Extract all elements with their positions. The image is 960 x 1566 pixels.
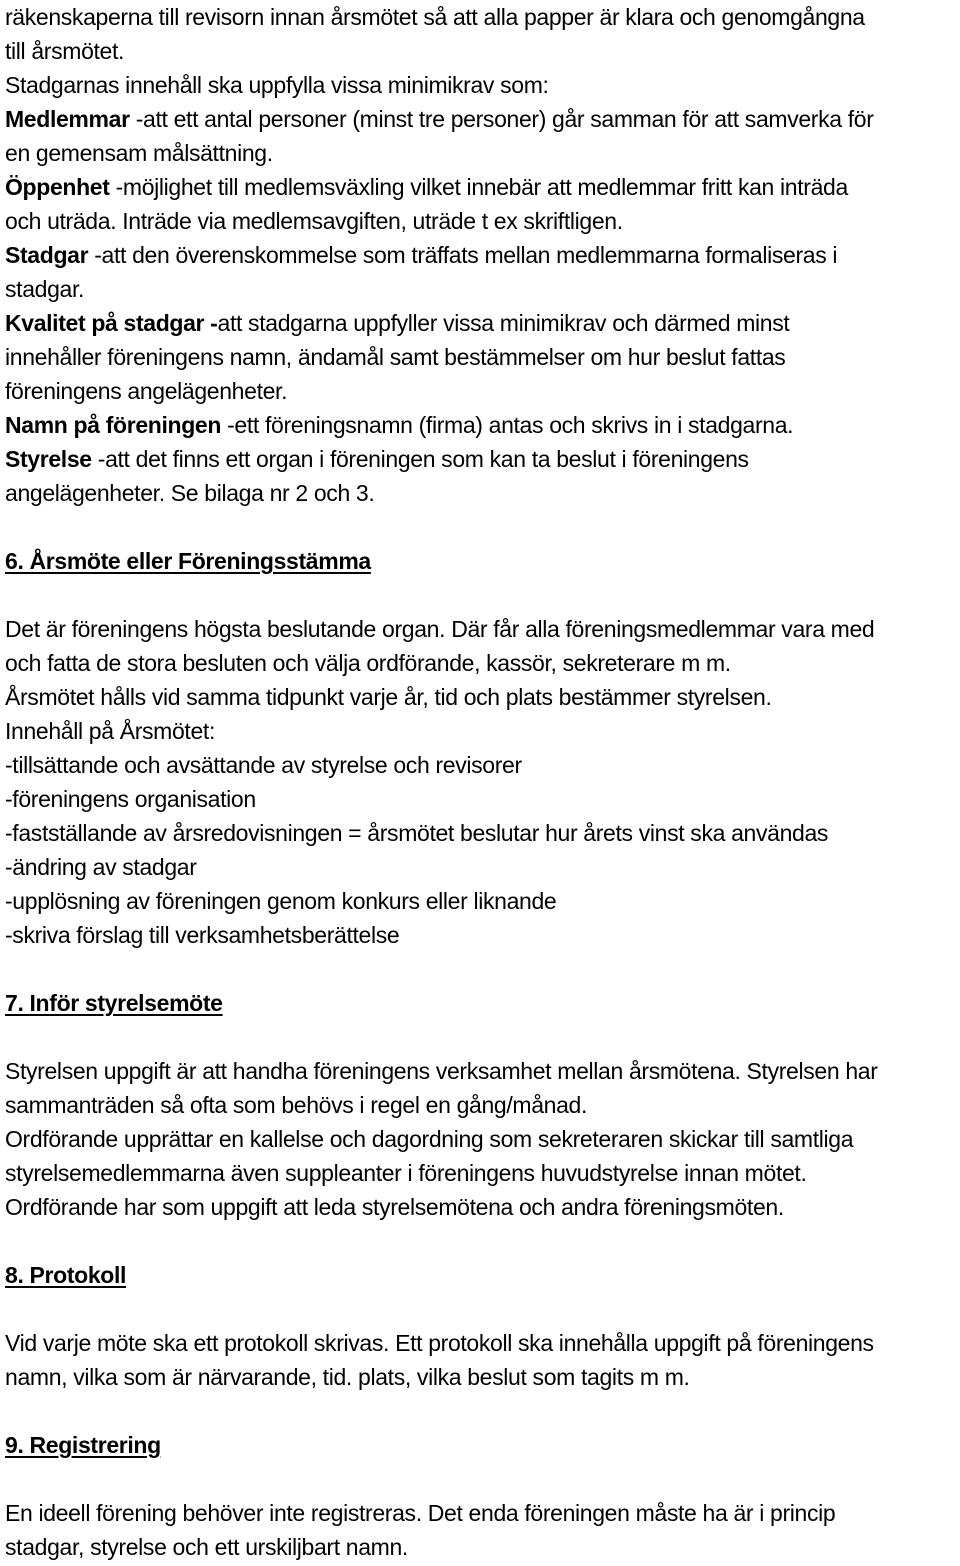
definition-text: att stadgarna uppfyller vissa minimikrav och därmed minst bbox=[217, 310, 790, 336]
definition-text: -att det finns ett organ i föreningen som kan ta beslut i föreningens bbox=[91, 446, 749, 472]
list-item: -upplösning av föreningen genom konkurs eller liknande bbox=[5, 888, 557, 914]
list-item: -ändring av stadgar bbox=[5, 854, 197, 880]
definition-medlemmar bbox=[5, 102, 874, 136]
text-line: Stadgarnas innehåll ska uppfylla vissa minimikrav som: bbox=[5, 72, 549, 98]
section-heading-9: 9. Registrering bbox=[5, 1432, 161, 1458]
text-line: sammanträden så ofta som behövs i regel en gång/månad. bbox=[5, 1092, 588, 1118]
text-line: stadgar. bbox=[5, 276, 85, 302]
definition-oppenhet bbox=[5, 170, 848, 204]
text-line: Det är föreningens högsta beslutande organ. Där får alla föreningsmedlemmar vara med bbox=[5, 616, 875, 642]
list-item: -tillsättande och avsättande av styrelse och revisorer bbox=[5, 752, 522, 778]
definition-text: -att den överenskommelse som träffats mellan medlemmarna formaliseras i bbox=[88, 242, 838, 268]
text-line: angelägenheter. Se bilaga nr 2 och 3. bbox=[5, 480, 375, 506]
definition-text: -ett föreningsnamn (firma) antas och skrivs in i stadgarna. bbox=[221, 412, 794, 438]
text-line: till årsmötet. bbox=[5, 38, 125, 64]
text-line: namn, vilka som är närvarande, tid. plats, vilka beslut som tagits m m. bbox=[5, 1364, 690, 1390]
definition-stadgar bbox=[5, 238, 837, 272]
text-line: föreningens angelägenheter. bbox=[5, 378, 288, 404]
text-line: Årsmötet hålls vid samma tidpunkt varje år, tid och plats bestämmer styrelsen. bbox=[5, 684, 772, 710]
text-line: räkenskaperna till revisorn innan årsmötet så att alla papper är klara och genomgångna bbox=[5, 4, 865, 30]
text-line: stadgar, styrelse och ett urskiljbart namn. bbox=[5, 1534, 408, 1560]
list-item: -skriva förslag till verksamhetsberättelse bbox=[5, 922, 400, 948]
list-item: -föreningens organisation bbox=[5, 786, 256, 812]
text-line: en gemensam målsättning. bbox=[5, 140, 273, 166]
definition-term: Namn på föreningen bbox=[5, 412, 222, 438]
text-line: En ideell förening behöver inte registreras. Det enda föreningen måste ha är i princip bbox=[5, 1500, 836, 1526]
list-item: -fastställande av årsredovisningen = årsmötet beslutar hur årets vinst ska användas bbox=[5, 820, 829, 846]
text-line: Ordförande upprättar en kallelse och dagordning som sekreteraren skickar till samtliga bbox=[5, 1126, 854, 1152]
definition-term: Medlemmar bbox=[5, 106, 130, 132]
definition-text: -möjlighet till medlemsväxling vilket innebär att medlemmar fritt kan inträda bbox=[109, 174, 848, 200]
definition-text: -att ett antal personer (minst tre personer) går samman för att samverka för bbox=[129, 106, 874, 132]
text-line: Styrelsen uppgift är att handha föreningens verksamhet mellan årsmötena. Styrelsen har bbox=[5, 1058, 878, 1084]
text-line: innehåller föreningens namn, ändamål samt bestämmelser om hur beslut fattas bbox=[5, 344, 786, 370]
definition-term: Kvalitet på stadgar - bbox=[5, 310, 218, 336]
section-heading-6: 6. Årsmöte eller Föreningsstämma bbox=[5, 548, 371, 574]
definition-term: Öppenhet bbox=[5, 174, 110, 200]
text-line: Innehåll på Årsmötet: bbox=[5, 718, 215, 744]
section-heading-7: 7. Inför styrelsemöte bbox=[5, 990, 223, 1016]
definition-term: Stadgar bbox=[5, 242, 89, 268]
text-line: och fatta de stora besluten och välja ordförande, kassör, sekreterare m m. bbox=[5, 650, 731, 676]
section-heading-8: 8. Protokoll bbox=[5, 1262, 127, 1288]
text-line: styrelsemedlemmarna även suppleanter i föreningens huvudstyrelse innan mötet. bbox=[5, 1160, 807, 1186]
definition-namn bbox=[5, 408, 793, 442]
definition-term: Styrelse bbox=[5, 446, 92, 472]
text-line: Ordförande har som uppgift att leda styrelsemötena och andra föreningsmöten. bbox=[5, 1194, 784, 1220]
text-line: och uträda. Inträde via medlemsavgiften, uträde t ex skriftligen. bbox=[5, 208, 623, 234]
text-line: Vid varje möte ska ett protokoll skrivas. Ett protokoll ska innehålla uppgift på föreningens bbox=[5, 1330, 874, 1356]
definition-styrelse bbox=[5, 442, 749, 476]
definition-kvalitet bbox=[5, 306, 789, 340]
